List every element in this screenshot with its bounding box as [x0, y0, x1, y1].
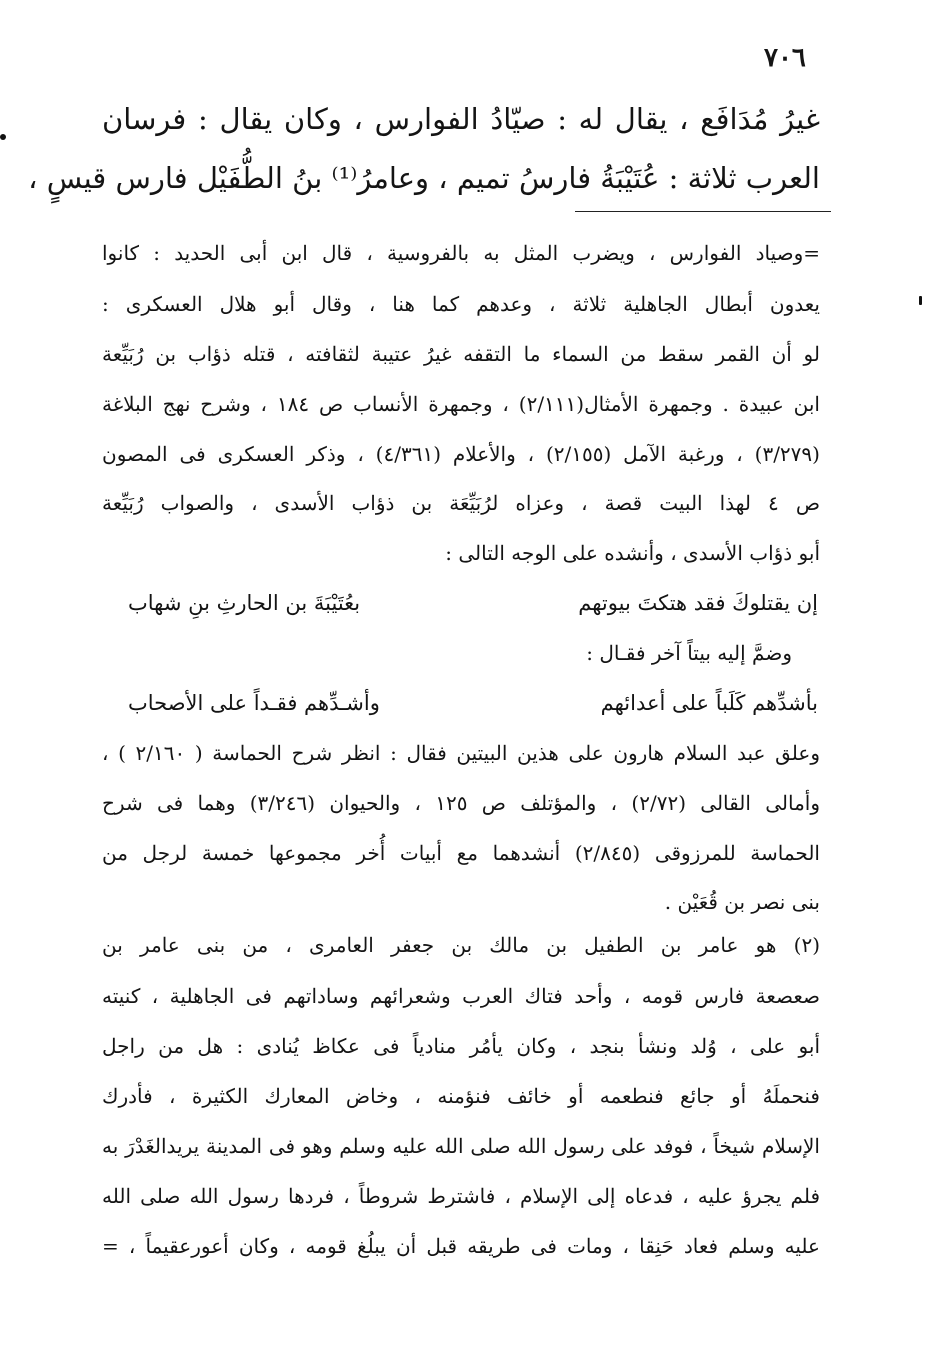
scan-speck	[919, 296, 922, 305]
footnote-line: لو أن القمر سقط من السماء ما التقفه غيرُ عتيبة لثقافته ، قتله ذؤاب بن رُبَيِّعة	[102, 342, 820, 366]
main-text-line-2: العرب ثلاثة : عُتَيْبَةُ فارسُ تميم ، وعامرُ⁽¹⁾ بنُ الطُّفَيْل فارس قيسٍ ،	[28, 161, 820, 195]
main-text-line-1: غيرُ مُدَافَع ، يقال له : صيّادُ الفوارس ، وكان يقال : فرسان	[102, 102, 820, 136]
footnote-line: صعصعة فارس قومه ، وأحد فتاك العرب وشعرائهم وساداتهم فى الجاهلية ، كنيته	[102, 984, 820, 1008]
footnote-line: (٢) هو عامر بن الطفيل بن مالك بن جعفر العامرى ، من بنى عامر بن	[102, 933, 820, 957]
footnote-line: بنى نصر بن قُعَيْن .	[664, 890, 820, 914]
footnote-line: يعدون أبطال الجاهلية ثلاثة ، وعدهم كما هنا ، وقال أبو هلال العسكرى :	[102, 292, 820, 316]
footnote-line: ابن عبيدة . وجمهرة الأمثال(٢/١١١) ، وجمهرة الأنساب ص ١٨٤ ، وشرح نهج البلاغة	[102, 392, 820, 416]
verse-first-hemistich: بأشدِّهم كَلَباً على أعدائهم	[600, 691, 818, 715]
scan-speck	[0, 134, 6, 140]
footnote-line: أبو على ، وُلد ونشأ بنجد ، وكان يأمُر منادياً فى عكاظ يُنادى : هل من راجل	[102, 1034, 820, 1058]
page-number: ٧٠٦	[764, 43, 806, 73]
verse-first-hemistich: إن يقتلوكَ فقد هتكتَ بيوتهم	[578, 591, 818, 615]
verse-intro: وضمَّ إليه بيتاً آخر فقـال :	[586, 641, 792, 665]
footnote-line: وأمالى القالى (٢/٧٢) ، والمؤتلف ص ١٢٥ ، والحيوان (٣/٢٤٦) وهما فى شرح	[102, 791, 821, 815]
footnote-line: فلم يجرؤ عليه ، فدعاه إلى الإسلام ، فاشترط شروطاً ، فردها رسول الله صلى الله	[102, 1184, 820, 1208]
footnote-line: الحماسة للمرزوقى (٢/٨٤٥) أنشدهما مع أبيات أُخر مجموعها خمسة لرجل من	[102, 841, 820, 865]
footnote-line: الإسلام شيخاً ، فوفد على رسول الله صلى الله عليه وسلم وهو فى المدينة يريدالغَدْرَ به	[102, 1134, 820, 1158]
footnote-line: ص ٤ لهذا البيت قصة ، وعزاه لرُبَيِّعَة بن ذؤاب الأسدى ، والصواب رُبَيِّعة	[102, 491, 820, 515]
verse-second-hemistich: بعُتَيْبَةَ بن الحارثِ بنِ شهاب	[128, 591, 361, 615]
footnote-line: أبو ذؤاب الأسدى ، وأنشده على الوجه التالى :	[445, 541, 820, 565]
footnote-separator	[575, 211, 831, 212]
verse-second-hemistich: وأشـدِّهم فقـداً على الأصحاب	[128, 691, 380, 715]
footnote-line: فنحملَهُ أو جائع فنطعمه أو خائف فنؤمنه ، وخاض المعارك الكثيرة ، فأدرك	[102, 1084, 820, 1108]
footnote-line: =وصياد الفوارس ، ويضرب المثل به بالفروسية ، قال ابن أبى الحديد : كانوا	[102, 241, 821, 265]
footnote-line: وعلق عبد السلام هارون على هذين البيتين فقال : انظر شرح الحماسة ( ٢/١٦٠ ) ،	[102, 741, 820, 765]
footnote-line: (٣/٢٧٩) ، ورغبة الآمل (٢/١٥٥) ، والأعلام (٤/٣٦١) ، وذكر العسكرى فى المصون	[102, 442, 820, 466]
footnote-line: عليه وسلم فعاد حَنِقا ، ومات فى طريقه قبل أن يبلُغ قومه ، وكان أعورعقيماً ، =	[102, 1234, 820, 1258]
